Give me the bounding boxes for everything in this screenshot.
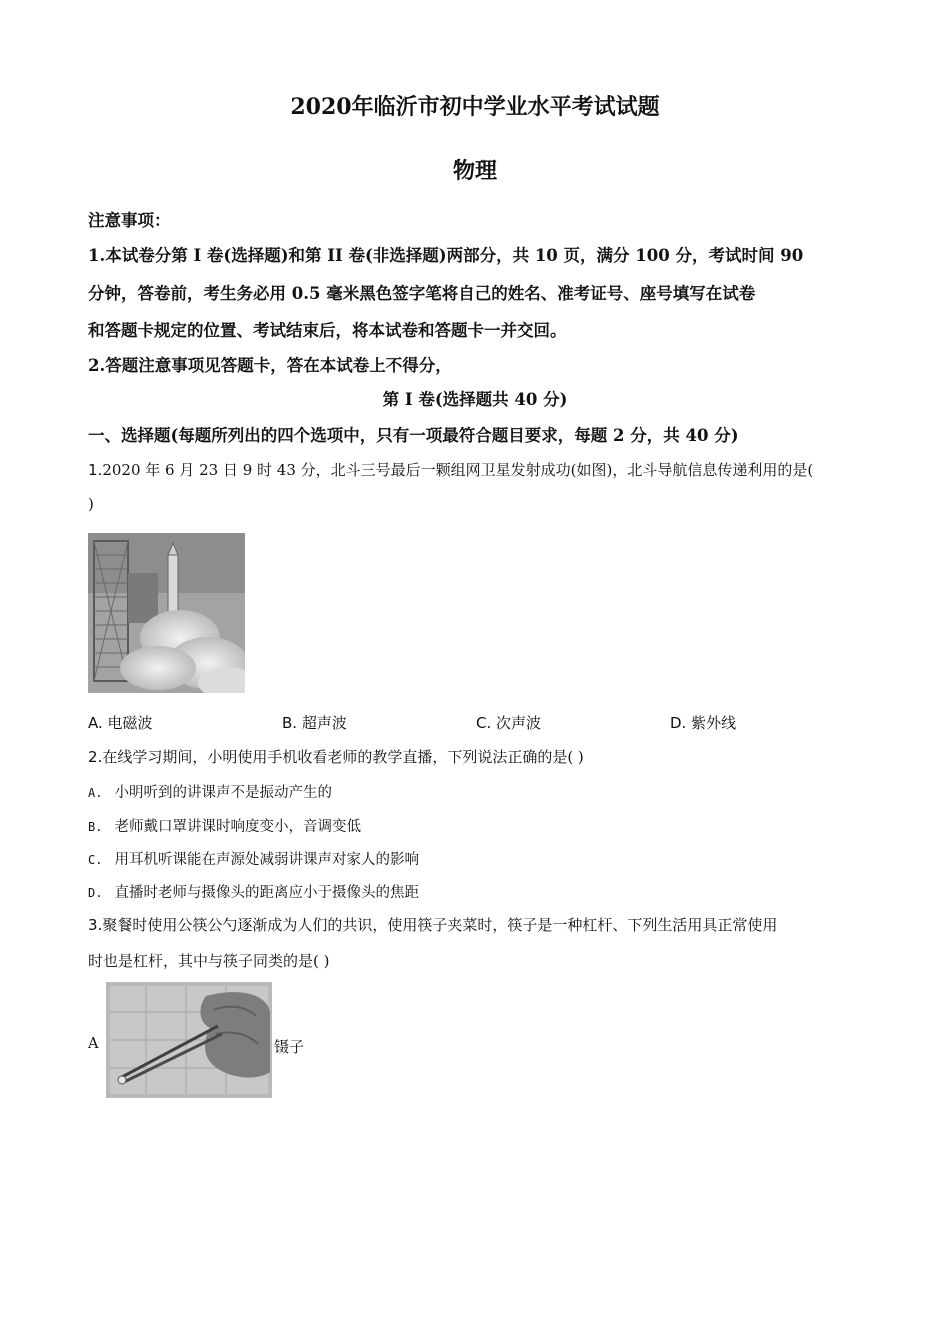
question-number: 3. xyxy=(88,916,103,934)
page-title: 2020年临沂市初中学业水平考试试题 xyxy=(290,94,660,120)
notice-line-2: 分钟，答卷前，考生务必用 0.5 毫米黑色签字笔将自己的姓名、准考证号、座号填写在试卷 xyxy=(88,284,756,303)
notice-line-3: 和答题卡规定的位置、考试结束后，将本试卷和答题卡一并交回。 xyxy=(88,321,567,340)
question-3 xyxy=(88,914,878,935)
q3-option-a-letter[interactable]: A xyxy=(88,1036,99,1052)
q3-option-a-text[interactable]: 镊子 xyxy=(274,1038,305,1056)
q2-option-b[interactable]: B. 老师戴口罩讲课时响度变小，音调变低 xyxy=(88,819,361,835)
question-text: 聚餐时使用公筷公勺逐渐成为人们的共识，使用筷子夹菜时，筷子是一种杠杆、下列生活用具正常使用 xyxy=(102,916,778,934)
notice-line-1: 1.本试卷分第 I 卷(选择题)和第 II 卷(非选择题)两部分，共 10 页，满分 100 分，考试时间 90 xyxy=(88,246,804,265)
q2-option-c[interactable]: C. 用耳机听课能在声源处减弱讲课声对家人的影响 xyxy=(88,852,419,868)
question-3-cont: 时也是杠杆，其中与筷子同类的是( ) xyxy=(88,952,330,970)
notice-heading: 注意事项： xyxy=(88,211,171,230)
q1-option-b[interactable]: B. 超声波 xyxy=(282,714,347,732)
q2-option-d[interactable]: D. 直播时老师与摄像头的距离应小于摄像头的焦距 xyxy=(88,885,419,901)
tweezers-image xyxy=(106,982,272,1098)
section-heading: 第 I 卷(选择题共 40 分) xyxy=(382,390,568,409)
question-text: 2020 年 6 月 23 日 9 时 43 分，北斗三号最后一颗组网卫星发射成功(如图)，北斗导航信息传递利用的是( xyxy=(102,461,814,479)
part-heading: 一、选择题(每题所列出的四个选项中，只有一项最符合题目要求，每题 2 分，共 40 分) xyxy=(88,426,739,445)
q1-option-d[interactable]: D. 紫外线 xyxy=(670,714,737,732)
rocket-launch-image xyxy=(88,533,245,693)
question-1-cont: ) xyxy=(88,495,94,513)
question-text: 在线学习期间，小明使用手机收看老师的教学直播，下列说法正确的是( ) xyxy=(102,748,584,766)
notice-line-4: 2.答题注意事项见答题卡，答在本试卷上不得分， xyxy=(88,356,452,375)
question-2 xyxy=(88,746,878,767)
question-1 xyxy=(88,459,878,480)
subject-title: 物理 xyxy=(452,158,497,184)
question-number: 1. xyxy=(88,461,103,479)
q2-option-a[interactable]: A. 小明听到的讲课声不是振动产生的 xyxy=(88,785,332,801)
q1-option-c[interactable]: C. 次声波 xyxy=(476,714,542,732)
question-number: 2. xyxy=(88,748,103,766)
q1-option-a[interactable]: A. 电磁波 xyxy=(88,714,153,732)
